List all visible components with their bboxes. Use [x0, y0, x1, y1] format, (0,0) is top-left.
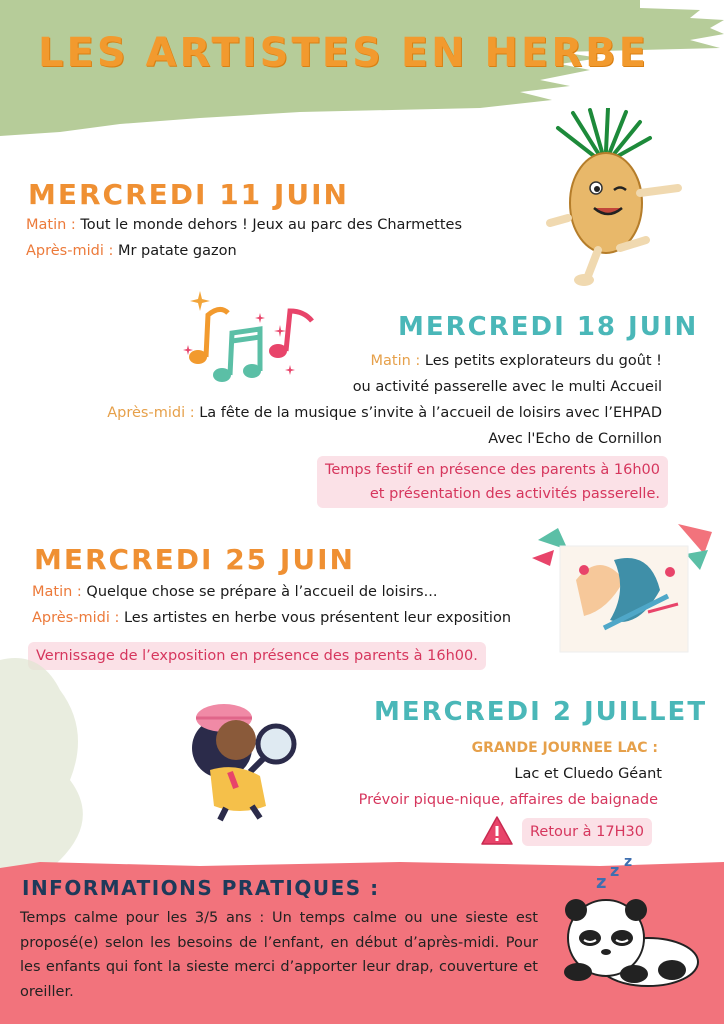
- day-11-apres-midi-line: [26, 239, 237, 263]
- day-18-passerelle-line: [353, 375, 662, 399]
- day-18-echo-line: [488, 427, 662, 451]
- matin-text: Tout le monde dehors ! Jeux au parc des Charmettes: [80, 217, 463, 233]
- matin-label: Matin :: [370, 353, 421, 369]
- info-section-title: INFORMATIONS PRATIQUES :: [22, 876, 380, 900]
- watercolor-blob-decoration: [0, 640, 110, 900]
- day-heading-25-juin: MERCREDI 25 JUIN: [34, 543, 355, 576]
- day-25-apres-midi-line: [32, 606, 511, 630]
- highlight-line: Temps festif en présence des parents à 16h00: [324, 462, 660, 478]
- svg-text:z: z: [624, 854, 633, 870]
- detective-child-illustration: [180, 688, 305, 823]
- grande-journee-lac-heading: GRANDE JOURNEE LAC :: [471, 740, 658, 756]
- potato-character-illustration: [528, 108, 688, 288]
- matin-text: Les petits explorateurs du goût !: [424, 353, 662, 369]
- day-18-highlight-box: [317, 456, 668, 508]
- svg-text:z: z: [596, 872, 607, 893]
- prevoir-pique-nique-line: Prévoir pique-nique, affaires de baignade: [358, 792, 658, 808]
- apres-midi-label: Après-midi :: [26, 243, 114, 259]
- music-notes-illustration: [180, 285, 320, 390]
- day-25-matin-line: [32, 580, 437, 604]
- warning-triangle-icon: [480, 814, 514, 848]
- lac-cluedo-line: Lac et Cluedo Géant: [514, 766, 662, 782]
- info-section-text: Temps calme pour les 3/5 ans : Un temps calme ou une sieste est proposé(e) selon les besoins de l’enfant, en début d’après-midi. Pour les enfants qui font la sieste merci d’apporter leur drap, couverture et oreiller.: [20, 910, 538, 1000]
- day-heading-11-juin: MERCREDI 11 JUIN: [28, 178, 349, 211]
- passerelle-text: ou activité passerelle avec le multi Accueil: [352, 379, 662, 395]
- apres-midi-text: La fête de la musique s’invite à l’accueil de loisirs avec l’EHPAD: [199, 405, 662, 421]
- art-painting-illustration: [528, 520, 718, 660]
- page-title: LES ARTISTES EN HERBE: [38, 30, 649, 76]
- matin-label: Matin :: [26, 217, 76, 233]
- apres-midi-text: Mr patate gazon: [117, 243, 237, 259]
- day-11-matin-line: [26, 213, 462, 237]
- day-heading-2-juillet: MERCREDI 2 JUILLET: [374, 697, 708, 727]
- svg-text:z: z: [610, 861, 620, 880]
- day-heading-18-juin: MERCREDI 18 JUIN: [398, 312, 699, 342]
- retour-time-badge: Retour à 17H30: [522, 818, 652, 846]
- sleeping-panda-illustration: [548, 852, 708, 992]
- highlight-line: et présentation des activités passerelle.: [369, 486, 660, 502]
- highlight-line: Vernissage de l’exposition en présence des parents à 16h00.: [36, 648, 478, 664]
- apres-midi-label: Après-midi :: [32, 610, 120, 626]
- apres-midi-label: Après-midi :: [107, 405, 195, 421]
- matin-text: Quelque chose se prépare à l’accueil de loisirs...: [86, 584, 438, 600]
- day-18-matin-line: [371, 349, 663, 373]
- day-18-apres-midi-line: [107, 401, 662, 425]
- apres-midi-text: Les artistes en herbe vous présentent leur exposition: [123, 610, 512, 626]
- echo-text: Avec l'Echo de Cornillon: [488, 431, 662, 447]
- matin-label: Matin :: [32, 584, 82, 600]
